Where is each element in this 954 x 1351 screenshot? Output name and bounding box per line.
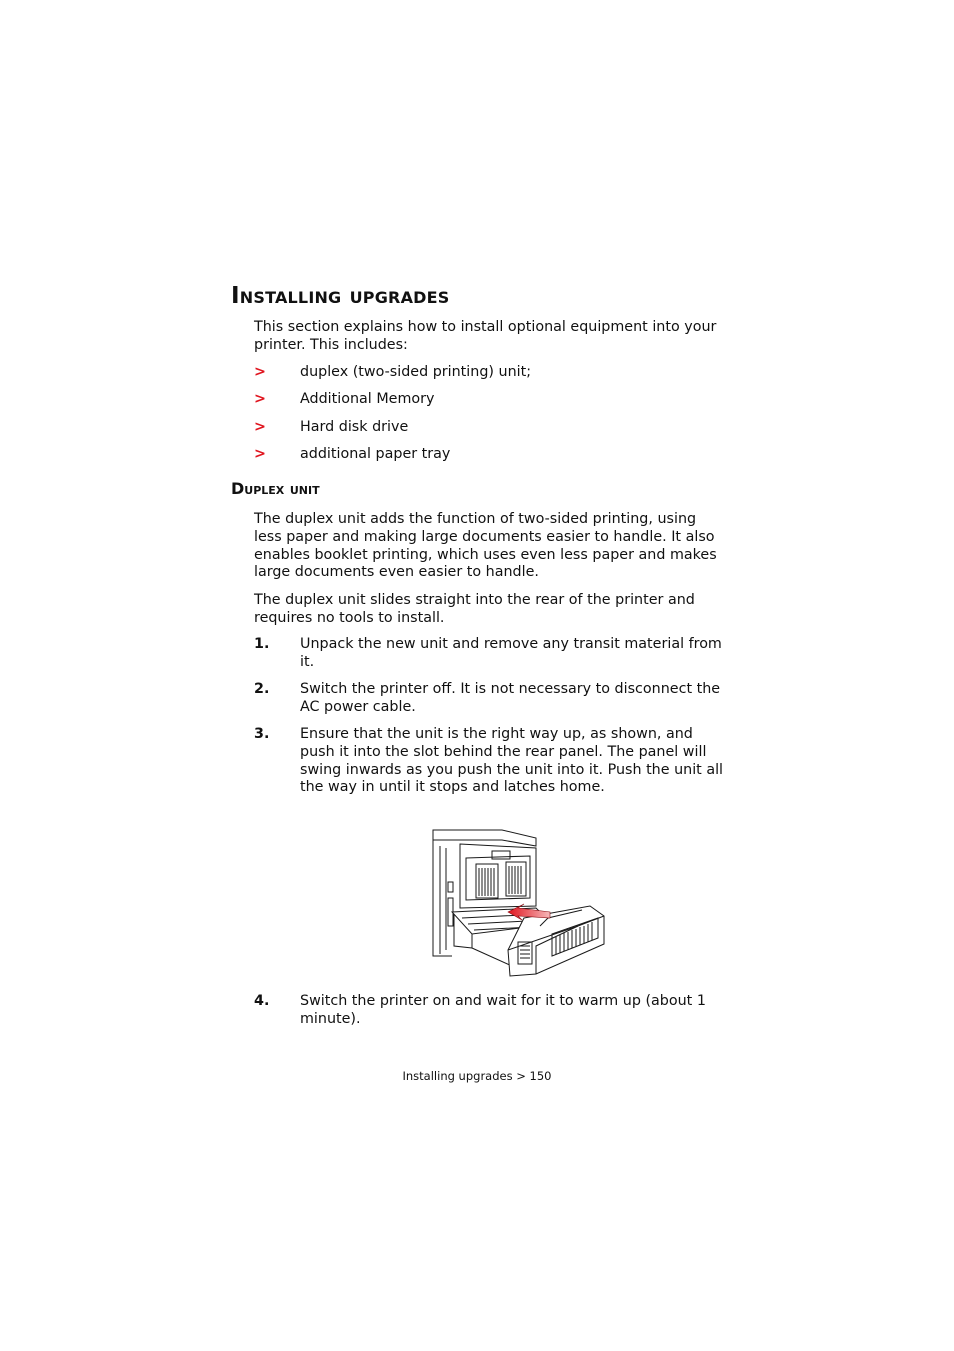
step-number: 2. [254,681,270,697]
list-item-text: Hard disk drive [300,419,409,435]
step-number: 4. [254,993,270,1009]
bullet-marker: > [254,419,266,435]
step-item [254,993,724,1029]
page-title: Installing upgrades [231,283,450,309]
step-item [254,726,724,797]
section-paragraph: The duplex unit slides straight into the rear of the printer and requires no tools to install. [254,592,695,626]
step-text: Ensure that the unit is the right way up, as shown, and push it into the slot behind the rear panel. The panel will swing inwards as you push the unit into it. Push the unit all the way in until it stops and latches home. [300,726,724,796]
page-footer: Installing upgrades > 150 [402,1069,552,1083]
step-text: Switch the printer off. It is not necessary to disconnect the AC power cable. [300,681,721,715]
step-number: 1. [254,636,270,652]
step-text: Switch the printer on and wait for it to warm up (about 1 minute). [300,993,706,1027]
list-item-text: Additional Memory [300,391,435,407]
section-paragraph: The duplex unit adds the function of two-sided printing, using less paper and making large documents easier to handle. It also enables booklet printing, which uses even less paper and makes large documents even easier to handle. [254,511,717,581]
step-text: Unpack the new unit and remove any transit material from it. [300,636,722,670]
duplex-unit-illustration [432,826,607,984]
bullet-marker: > [254,446,266,462]
step-item [254,636,724,672]
bullet-marker: > [254,364,266,380]
section-title: Duplex unit [231,479,320,498]
bullet-marker: > [254,391,266,407]
intro-paragraph: This section explains how to install optional equipment into your printer. This includes: [254,319,717,353]
list-item-text: additional paper tray [300,446,451,462]
step-number: 3. [254,726,270,742]
step-item [254,681,724,717]
list-item-text: duplex (two-sided printing) unit; [300,364,532,380]
